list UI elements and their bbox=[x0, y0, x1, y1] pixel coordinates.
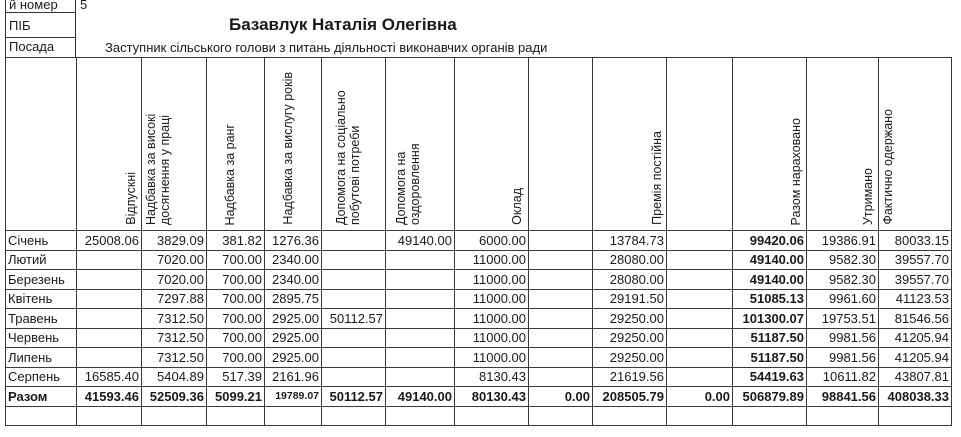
value-cell-c3: 700.00 bbox=[207, 328, 265, 348]
value-cell-c12: 9582.30 bbox=[807, 250, 879, 270]
col-header-bonus: Премія постійна bbox=[593, 58, 667, 231]
value-cell-c9: 28080.00 bbox=[593, 250, 667, 270]
empty-cell bbox=[667, 406, 733, 425]
col-header-vacation: Відпускні bbox=[77, 58, 142, 231]
value-cell-c3: 5099.21 bbox=[207, 387, 265, 407]
value-cell-c3: 381.82 bbox=[207, 231, 265, 251]
empty-cell bbox=[593, 406, 667, 425]
value-cell-c8 bbox=[529, 231, 593, 251]
value-cell-c6: 49140.00 bbox=[386, 231, 455, 251]
value-cell-c9: 29250.00 bbox=[593, 328, 667, 348]
value-cell-c6 bbox=[386, 289, 455, 309]
total-row bbox=[6, 387, 952, 407]
value-cell-c2: 7312.50 bbox=[142, 309, 207, 329]
value-cell-c6 bbox=[386, 348, 455, 368]
pib-label-cell bbox=[5, 12, 76, 38]
value-cell-c10: 0.00 bbox=[667, 387, 733, 407]
month-cell: Липень bbox=[6, 348, 77, 368]
value-cell-c11: 506879.89 bbox=[733, 387, 807, 407]
value-cell-c8 bbox=[529, 309, 593, 329]
value-cell-c7: 11000.00 bbox=[455, 289, 529, 309]
value-cell-c4: 2925.00 bbox=[265, 309, 322, 329]
value-cell-c9: 28080.00 bbox=[593, 270, 667, 290]
table-row bbox=[6, 309, 952, 329]
value-cell-c9: 29250.00 bbox=[593, 348, 667, 368]
value-cell-c11: 101300.07 bbox=[733, 309, 807, 329]
value-cell-c12: 19386.91 bbox=[807, 231, 879, 251]
value-cell-c6: 49140.00 bbox=[386, 387, 455, 407]
value-cell-c13: 408038.33 bbox=[879, 387, 952, 407]
col-header-withheld: Утримано bbox=[807, 58, 879, 231]
value-cell-c12: 10611.82 bbox=[807, 367, 879, 387]
value-cell-c13: 41123.53 bbox=[879, 289, 952, 309]
empty-row bbox=[6, 406, 952, 425]
value-cell-c4: 2925.00 bbox=[265, 328, 322, 348]
value-cell-c1 bbox=[77, 309, 142, 329]
value-cell-c4: 2161.96 bbox=[265, 367, 322, 387]
value-cell-c10 bbox=[667, 367, 733, 387]
table-row bbox=[6, 289, 952, 309]
value-cell-c12: 9582.30 bbox=[807, 270, 879, 290]
table-row bbox=[6, 367, 952, 387]
position-label: Посада bbox=[9, 39, 55, 54]
header-row bbox=[6, 58, 952, 231]
value-cell-c11: 51187.50 bbox=[733, 328, 807, 348]
value-cell-c9: 29250.00 bbox=[593, 309, 667, 329]
pib-label: ПІБ bbox=[9, 18, 31, 33]
empty-cell bbox=[6, 406, 77, 425]
value-cell-c1 bbox=[77, 250, 142, 270]
value-cell-c7: 11000.00 bbox=[455, 250, 529, 270]
value-cell-c4: 2925.00 bbox=[265, 348, 322, 368]
value-cell-c9: 21619.56 bbox=[593, 367, 667, 387]
value-cell-c13: 41205.94 bbox=[879, 348, 952, 368]
value-cell-c2: 5404.89 bbox=[142, 367, 207, 387]
value-cell-c9: 29191.50 bbox=[593, 289, 667, 309]
empty-cell bbox=[879, 406, 952, 425]
value-cell-c10 bbox=[667, 289, 733, 309]
value-cell-c5 bbox=[322, 270, 386, 290]
id-label: й номер bbox=[9, 0, 58, 12]
value-cell-c4: 1276.36 bbox=[265, 231, 322, 251]
value-cell-c10 bbox=[667, 328, 733, 348]
value-cell-c12: 98841.56 bbox=[807, 387, 879, 407]
value-cell-c8: 0.00 bbox=[529, 387, 593, 407]
empty-cell bbox=[77, 406, 142, 425]
empty-cell bbox=[207, 406, 265, 425]
col-header-rank-bonus: Надбавка за ранг bbox=[207, 58, 265, 231]
col-header-net-received: Фактично одержано bbox=[879, 58, 952, 231]
value-cell-c3: 700.00 bbox=[207, 250, 265, 270]
value-cell-c2: 7312.50 bbox=[142, 348, 207, 368]
value-cell-c11: 49140.00 bbox=[733, 270, 807, 290]
value-cell-c9: 208505.79 bbox=[593, 387, 667, 407]
value-cell-c11: 54419.63 bbox=[733, 367, 807, 387]
value-cell-c6 bbox=[386, 270, 455, 290]
value-cell-c8 bbox=[529, 270, 593, 290]
value-cell-c4: 2340.00 bbox=[265, 270, 322, 290]
value-cell-c2: 7020.00 bbox=[142, 250, 207, 270]
value-cell-c5 bbox=[322, 289, 386, 309]
salary-table bbox=[5, 57, 952, 426]
value-cell-c3: 700.00 bbox=[207, 309, 265, 329]
value-cell-c6 bbox=[386, 250, 455, 270]
position-value: Заступник сільського голови з питань діяльності виконавчих органів ради bbox=[105, 40, 548, 55]
value-cell-c13: 41205.94 bbox=[879, 328, 952, 348]
value-cell-c7: 11000.00 bbox=[455, 309, 529, 329]
empty-cell bbox=[529, 406, 593, 425]
value-cell-c3: 700.00 bbox=[207, 289, 265, 309]
value-cell-c10 bbox=[667, 231, 733, 251]
value-cell-c7: 11000.00 bbox=[455, 270, 529, 290]
value-cell-c7: 8130.43 bbox=[455, 367, 529, 387]
value-cell-c1 bbox=[77, 270, 142, 290]
value-cell-c6 bbox=[386, 367, 455, 387]
value-cell-c11: 99420.06 bbox=[733, 231, 807, 251]
value-cell-c5 bbox=[322, 367, 386, 387]
table-row bbox=[6, 348, 952, 368]
month-cell: Разом bbox=[6, 387, 77, 407]
id-value: 5 bbox=[80, 0, 88, 12]
value-cell-c2: 7297.88 bbox=[142, 289, 207, 309]
value-cell-c3: 700.00 bbox=[207, 348, 265, 368]
value-cell-c1: 16585.40 bbox=[77, 367, 142, 387]
value-cell-c13: 39557.70 bbox=[879, 270, 952, 290]
value-cell-c6 bbox=[386, 309, 455, 329]
col-header-salary: Оклад bbox=[455, 58, 529, 231]
value-cell-c7: 80130.43 bbox=[455, 387, 529, 407]
value-cell-c1 bbox=[77, 328, 142, 348]
value-cell-c5 bbox=[322, 328, 386, 348]
value-cell-c4: 19789.07 bbox=[265, 387, 322, 407]
table-row bbox=[6, 231, 952, 251]
value-cell-c2: 7312.50 bbox=[142, 328, 207, 348]
value-cell-c8 bbox=[529, 348, 593, 368]
value-cell-c5: 50112.57 bbox=[322, 309, 386, 329]
value-cell-c2: 52509.36 bbox=[142, 387, 207, 407]
position-label-cell bbox=[5, 37, 76, 58]
value-cell-c13: 80033.15 bbox=[879, 231, 952, 251]
month-cell: Червень bbox=[6, 328, 77, 348]
value-cell-c12: 19753.51 bbox=[807, 309, 879, 329]
value-cell-c10 bbox=[667, 250, 733, 270]
table-row bbox=[6, 270, 952, 290]
value-cell-c7: 11000.00 bbox=[455, 348, 529, 368]
value-cell-c4: 2895.75 bbox=[265, 289, 322, 309]
value-cell-c1 bbox=[77, 348, 142, 368]
month-cell: Травень bbox=[6, 309, 77, 329]
value-cell-c1 bbox=[77, 289, 142, 309]
value-cell-c3: 517.39 bbox=[207, 367, 265, 387]
month-cell: Лютий bbox=[6, 250, 77, 270]
empty-cell bbox=[455, 406, 529, 425]
empty-cell bbox=[142, 406, 207, 425]
col-header-social-aid: Допомога на соціально побутові потреби bbox=[322, 58, 386, 231]
value-cell-c10 bbox=[667, 309, 733, 329]
value-cell-c5 bbox=[322, 348, 386, 368]
col-header-month bbox=[6, 58, 77, 231]
value-cell-c7: 6000.00 bbox=[455, 231, 529, 251]
col-header-achievement-bonus: Надбавка за високі досягнення у праці bbox=[142, 58, 207, 231]
month-cell: Січень bbox=[6, 231, 77, 251]
col-header-health-aid: Допомога на оздоровлення bbox=[386, 58, 455, 231]
value-cell-c8 bbox=[529, 328, 593, 348]
value-cell-c9: 13784.73 bbox=[593, 231, 667, 251]
value-cell-c2: 7020.00 bbox=[142, 270, 207, 290]
col-header-total-accrued: Разом нараховано bbox=[733, 58, 807, 231]
value-cell-c13: 39557.70 bbox=[879, 250, 952, 270]
empty-cell bbox=[322, 406, 386, 425]
value-cell-c11: 51085.13 bbox=[733, 289, 807, 309]
col-header-blank-1 bbox=[529, 58, 593, 231]
value-cell-c8 bbox=[529, 367, 593, 387]
value-cell-c5 bbox=[322, 250, 386, 270]
table-row bbox=[6, 250, 952, 270]
value-cell-c11: 51187.50 bbox=[733, 348, 807, 368]
value-cell-c11: 49140.00 bbox=[733, 250, 807, 270]
value-cell-c10 bbox=[667, 270, 733, 290]
value-cell-c4: 2340.00 bbox=[265, 250, 322, 270]
value-cell-c8 bbox=[529, 250, 593, 270]
col-header-seniority-bonus: Надбавка за вислугу років bbox=[265, 58, 322, 231]
table-row bbox=[6, 328, 952, 348]
empty-cell bbox=[807, 406, 879, 425]
value-cell-c1: 41593.46 bbox=[77, 387, 142, 407]
value-cell-c5 bbox=[322, 231, 386, 251]
value-cell-c13: 81546.56 bbox=[879, 309, 952, 329]
value-cell-c2: 3829.09 bbox=[142, 231, 207, 251]
value-cell-c12: 9961.60 bbox=[807, 289, 879, 309]
col-header-blank-2 bbox=[667, 58, 733, 231]
value-cell-c3: 700.00 bbox=[207, 270, 265, 290]
value-cell-c12: 9981.56 bbox=[807, 328, 879, 348]
month-cell: Березень bbox=[6, 270, 77, 290]
value-cell-c6 bbox=[386, 328, 455, 348]
value-cell-c7: 11000.00 bbox=[455, 328, 529, 348]
value-cell-c8 bbox=[529, 289, 593, 309]
empty-cell bbox=[265, 406, 322, 425]
value-cell-c10 bbox=[667, 348, 733, 368]
value-cell-c1: 25008.06 bbox=[77, 231, 142, 251]
employee-name: Базавлук Наталія Олегівна bbox=[229, 15, 457, 34]
value-cell-c13: 43807.81 bbox=[879, 367, 952, 387]
value-cell-c5: 50112.57 bbox=[322, 387, 386, 407]
empty-cell bbox=[386, 406, 455, 425]
empty-cell bbox=[733, 406, 807, 425]
value-cell-c12: 9981.56 bbox=[807, 348, 879, 368]
month-cell: Квітень bbox=[6, 289, 77, 309]
month-cell: Серпень bbox=[6, 367, 77, 387]
